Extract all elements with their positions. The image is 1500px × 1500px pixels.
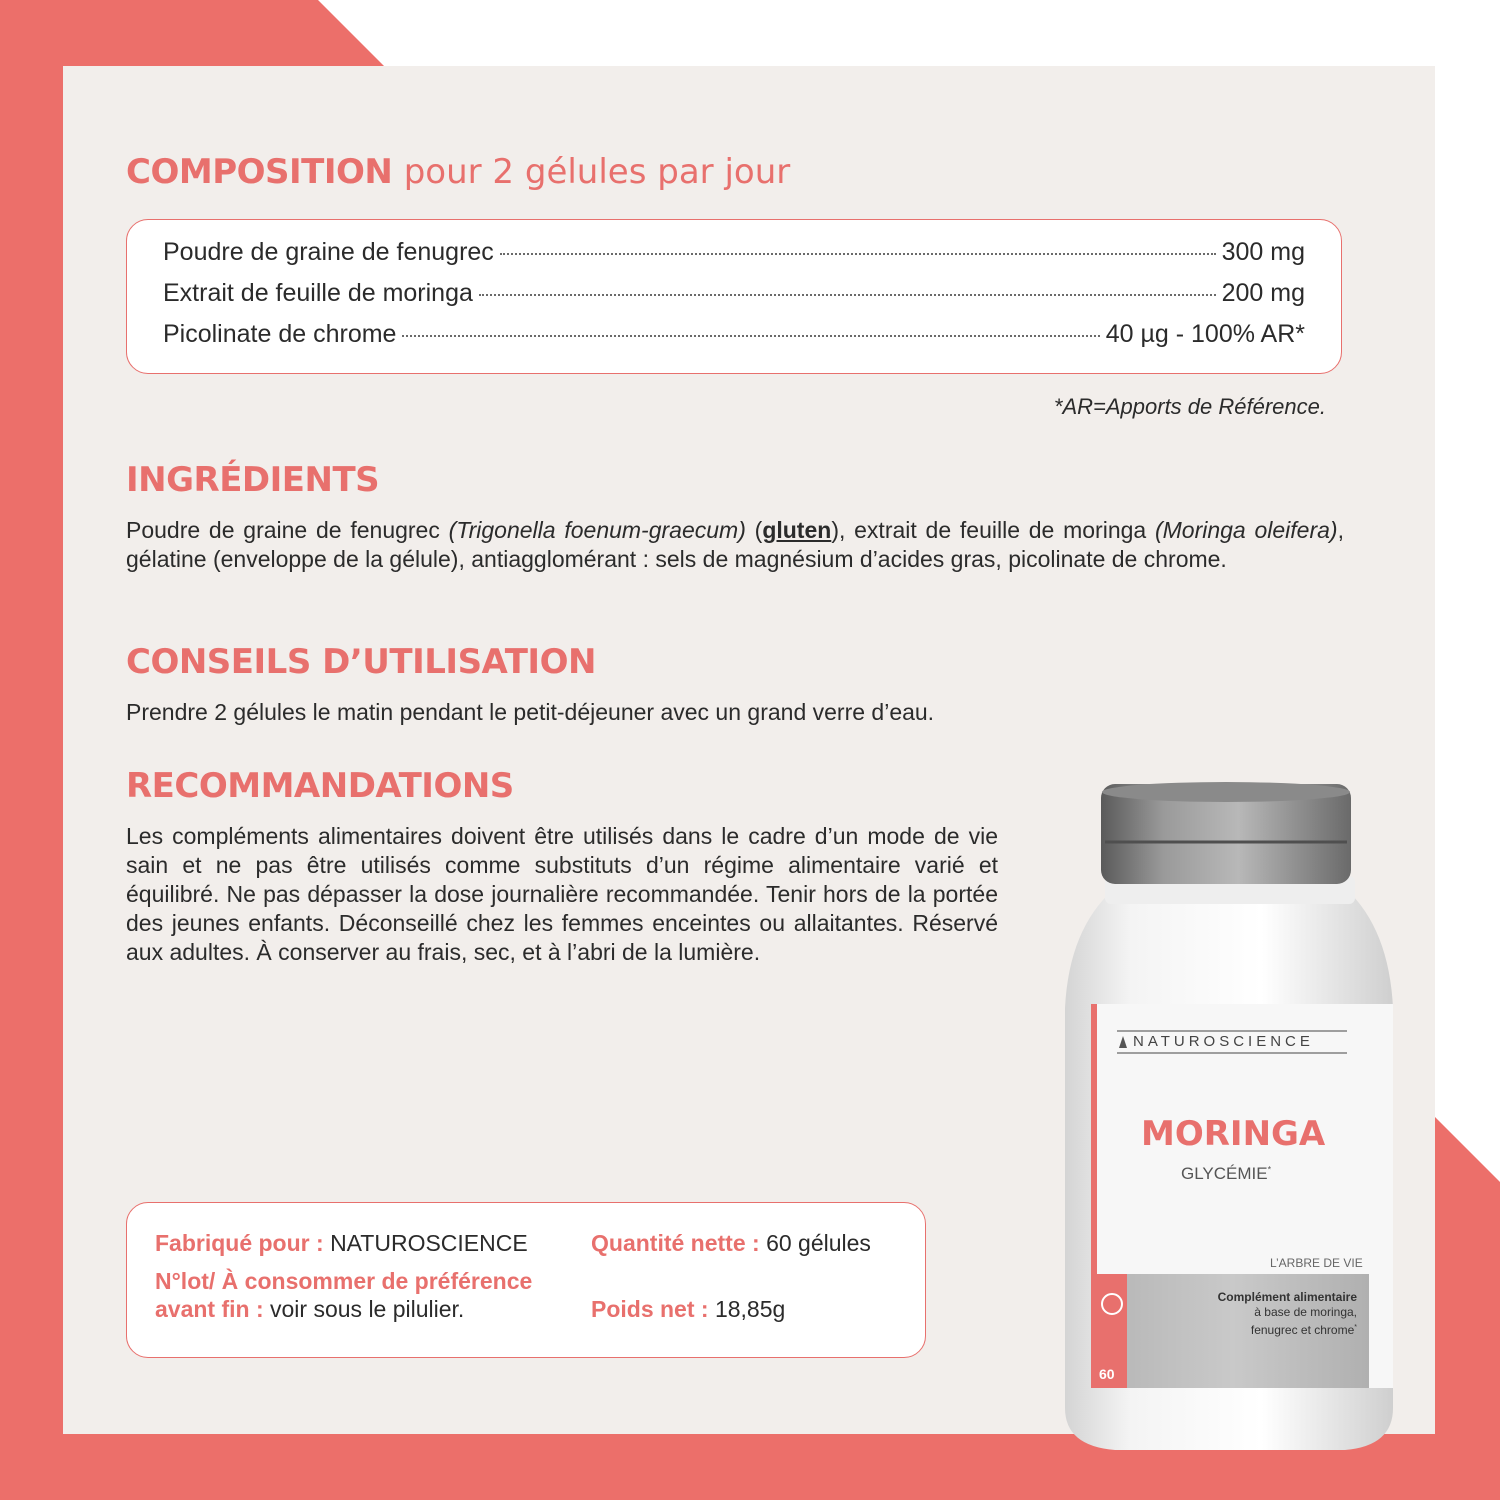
weight-line [591,1295,785,1323]
bottle-claim-mark: * [1267,1164,1272,1175]
composition-row [163,279,1305,308]
bottle-desc-line3-wrap [1218,1320,1357,1338]
usage-title: CONSEILS D’UTILISATION [126,642,596,682]
quantity-value: 60 gélules [766,1230,871,1256]
ingredients-text-1: Poudre de graine de fenugrec [126,517,449,543]
bottle-desc-line2: à base de moringa, [1254,1305,1357,1319]
ingredients-text-2: ( [745,517,763,543]
weight-value: 18,85g [714,1296,786,1322]
bottle-brand: NATUROSCIENCE [1133,1033,1314,1050]
made-for-label: Fabriqué pour : [155,1230,324,1256]
composition-row-name: Picolinate de chrome [163,320,397,348]
composition-row-amount: 300 mg [1221,238,1305,266]
ingredients-text-4: , gélatine (enveloppe de la gélule), antiagglomérant : sels de magnésium d’acides gras, picolinate de chrome. [126,517,1344,572]
allergen-highlight: gluten [762,517,832,543]
lot-label: N°lot/ À consommer de préférence [155,1268,533,1294]
lot-label-end: avant fin : [155,1296,264,1322]
recommendations-title: RECOMMANDATIONS [126,766,514,806]
ingredients-latin-2: (Moringa oleifera) [1154,517,1338,543]
leader-dots [479,294,1216,296]
bottle-claim-text: GLYCÉMIE [1181,1164,1268,1183]
quantity-label: Quantité nette : [591,1230,760,1256]
recommendations-text: Les compléments alimentaires doivent être utilisés dans le cadre d’un mode de vie sain et ne pas être utilisés comme substituts d’un régime alimentaire varié et équilibré. Ne pas dépasser la dose journalière recommandée. Tenir hors de la portée des jeunes enfants. Déconseillé chez les femmes enceintes ou allaitantes. Réservé aux adultes. À conserver au frais, sec, et à l’abri de la lumière. [126,823,998,965]
bottle-product-name: MORINGA [1141,1114,1326,1154]
composition-table [126,219,1342,374]
bottle-range: L’ARBRE DE VIE [1270,1256,1363,1270]
usage-text: Prendre 2 gélules le matin pendant le petit-déjeuner avec un grand verre d’eau. [126,699,935,725]
quantity-line [591,1229,871,1257]
made-for-value: NATUROSCIENCE [330,1230,528,1256]
leader-dots [402,335,1099,337]
ingredients-latin-1: (Trigonella foenum-graecum) [448,517,746,543]
composition-row-amount: 200 mg [1221,279,1305,307]
bottle-count: 60 [1099,1366,1115,1382]
reference-footnote: *AR=Apports de Référence. [1053,394,1326,419]
composition-row-name: Poudre de graine de fenugrec [163,238,494,266]
ingredients-text-3: ), extrait de feuille de moringa [831,517,1155,543]
composition-title [126,152,790,192]
bottle-desc-line1: Complément alimentaire [1217,1290,1357,1304]
made-for-line [155,1229,528,1257]
ingredients-text [126,516,1344,574]
bottle-claim [1181,1164,1271,1184]
composition-row [163,238,1305,267]
product-info-box [126,1202,926,1358]
lot-line [155,1295,464,1323]
bottle-desc-mark: * [1354,1324,1357,1331]
ingredients-title: INGRÉDIENTS [126,460,380,500]
composition-row-amount: 40 µg - 100% AR* [1105,320,1305,348]
leader-dots [500,253,1216,255]
lot-value: voir sous le pilulier. [270,1296,465,1322]
composition-row-name: Extrait de feuille de moringa [163,279,473,307]
bottle-desc-line3: fenugrec et chrome [1250,1323,1355,1337]
composition-subtitle: pour 2 gélules par jour [403,152,791,192]
weight-label: Poids net : [591,1296,709,1322]
lot-label-line [155,1267,532,1295]
bottle-description [1218,1290,1357,1338]
product-bottle-image [1055,778,1405,1458]
composition-title-bold: COMPOSITION [126,152,393,192]
composition-row [163,320,1305,349]
